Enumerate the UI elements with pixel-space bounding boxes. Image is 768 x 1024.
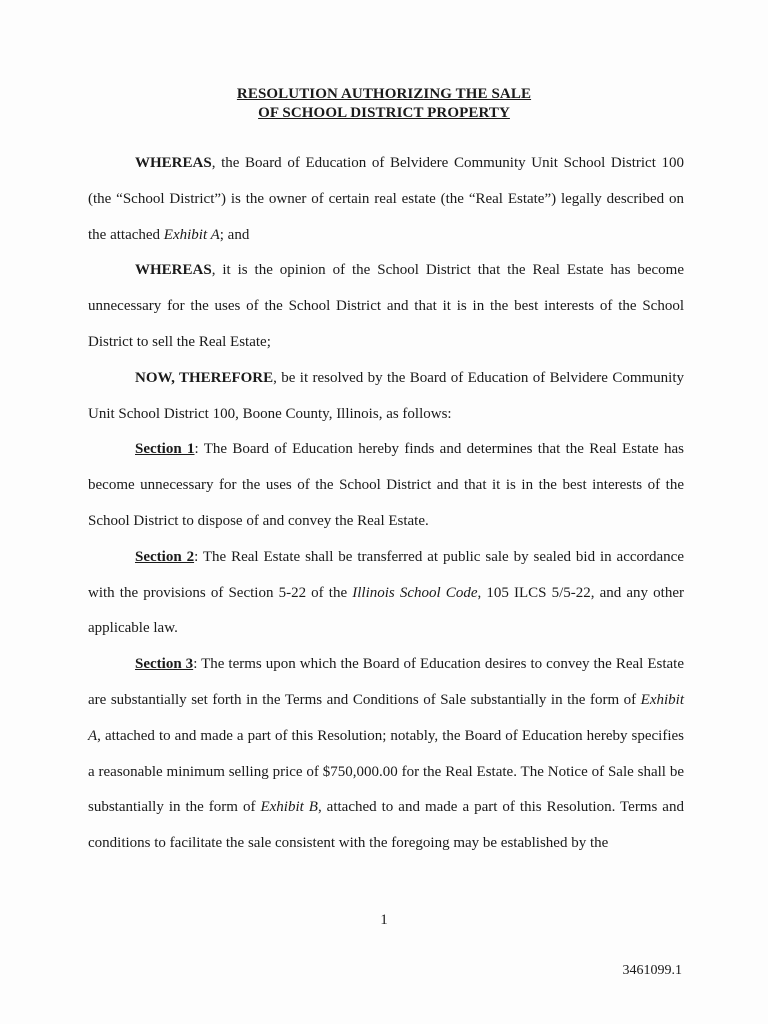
section-3-heading: Section 3: [135, 656, 194, 673]
whereas-text-1a: , the Board of Education of Belvidere Community Unit School District 100 (the “School District”) is the owner of certain real estate (the “Real Estate”) legally described on the attached: [88, 155, 684, 243]
section-3-text-c: , attached to and made a part of this Resolution. Terms and conditions to facilitate the sale consistent with the foregoing may be established by the: [88, 799, 684, 852]
section-3-text-b: , attached to and made a part of this Resolution; notably, the Board of Education hereby specifies a reasonable minimum selling price of $750,000.00 for the Real Estate. The Notice of Sale shall be substantially in the form of: [88, 727, 684, 816]
whereas-text-1b: ; and: [219, 226, 250, 243]
whereas-lead-1: WHEREAS: [135, 155, 212, 171]
resolution-body: [88, 146, 684, 862]
whereas-text-2: , it is the opinion of the School District that the Real Estate has become unnecessary for the uses of the School District and that it is in the best interests of the School District to sell the Real Estate;: [88, 262, 684, 350]
exhibit-a-reference-1: Exhibit A: [163, 226, 220, 243]
page-number: 1: [380, 912, 388, 928]
now-therefore-text: , be it resolved by the Board of Education of Belvidere Community Unit School District 100, Boone County, Illinois, as follows:: [88, 369, 684, 422]
section-2-heading: Section 2: [135, 548, 195, 565]
title-line-1: RESOLUTION AUTHORIZING THE SALE: [236, 86, 532, 102]
section-3-paragraph: [88, 647, 684, 862]
section-1-text: : The Board of Education hereby finds and determines that the Real Estate has become unnecessary for the uses of the School District and that it is in the best interests of the School District to dispose of and convey the Real Estate.: [88, 441, 684, 529]
document-id: 3461099.1: [622, 963, 682, 978]
section-1-paragraph: [88, 432, 684, 539]
title-line-2: OF SCHOOL DISTRICT PROPERTY: [258, 105, 510, 121]
section-2-paragraph: [88, 540, 684, 647]
whereas-lead-2: WHEREAS: [135, 262, 212, 279]
exhibit-b-reference: Exhibit B: [260, 799, 318, 816]
exhibit-a-reference-2: Exhibit A: [88, 691, 684, 744]
section-2-text-a: : The Real Estate shall be transferred at public sale by sealed bid in accordance with the provisions of Section 5-22 of the: [88, 548, 684, 601]
section-3-text-a: : The terms upon which the Board of Education desires to convey the Real Estate are substantially set forth in the Terms and Conditions of Sale substantially in the form of: [88, 656, 684, 708]
section-2-text-b: , 105 ILCS 5/5-22, and any other applicable law.: [88, 584, 684, 637]
whereas-paragraph-2: [88, 253, 684, 360]
illinois-school-code-reference: Illinois School Code: [352, 584, 478, 601]
now-therefore-paragraph: [88, 361, 684, 433]
now-therefore-lead: NOW, THEREFORE: [135, 369, 274, 386]
section-1-heading: Section 1: [135, 441, 195, 458]
whereas-paragraph-1: [88, 146, 684, 253]
